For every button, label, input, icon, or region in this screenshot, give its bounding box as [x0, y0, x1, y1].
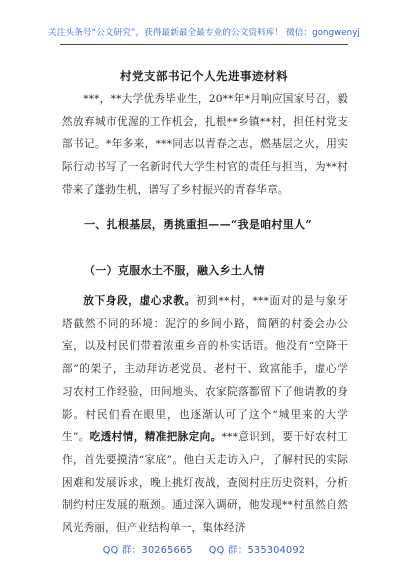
body-text-1: 初到**村，***面对的是与象牙塔截然不同的环境：泥泞的乡间小路，简陋的村委会办公室，以及村民们带着浓重乡音的朴实话语。他没有“空降干部”的架子，主动拜访老党员、老村干、致富能手，虚心学习农村工作经验，田间地头、农家院落都留下了他请教的身影。村民们看在眼里，也逐渐认可了这个“城里来的大学生”。	[62, 295, 348, 444]
document-title: 村党支部书记个人先进事迹材料	[120, 69, 288, 83]
body-paragraph	[62, 290, 348, 540]
header-divider	[60, 44, 348, 45]
section-heading-1: 一、扎根基层，勇挑重担——“我是咱村里人”	[84, 218, 312, 231]
intro-paragraph: ***，**大学优秀毕业生，20**年*月响应国家号召，毅然放弃城市优渥的工作机会，扎根**乡镇**村，担任村党支部书记。*年多来，***同志以青春之志，燃基层之火，用实际行动书写了一名新时代大学生村官的责任与担当，为**村带来了蓬勃生机，谱写了乡村振兴的青春华章。	[62, 93, 348, 196]
lead-phrase-diagnose: 吃透村情，精准把脉定向。	[89, 431, 222, 444]
footer-qq-banner	[0, 542, 408, 556]
footer-qq-group-2: QQ 群：535304092	[208, 545, 306, 556]
lead-phrase-humble: 放下身段，虚心求教。	[83, 295, 196, 307]
footer-qq-group-1: QQ 群：30265665	[102, 545, 193, 556]
subsection-heading-1: （一）克服水土不服，融入乡土人情	[84, 264, 265, 277]
body-text-2: ***意识到，要干好农村工作，首先要摸清“家底”。他白天走访入户，了解村民的实际困难和发展诉求，晚上挑灯夜战，查阅村庄历史资料，分析制约村庄发展的瓶颈。通过深入调研，他发现**村虽然自然风光秀丽，但产业结构单一，集体经济	[62, 431, 348, 535]
header-promo-banner: 关注头条号“公文研究”，获得最新最全最专业的公文资料库！ 微信：gongwenyj	[48, 28, 360, 38]
